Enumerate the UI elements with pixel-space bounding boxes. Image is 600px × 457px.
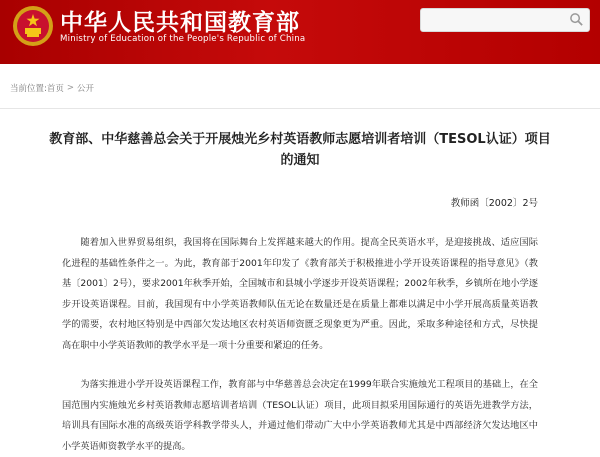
article-title: 教育部、中华慈善总会关于开展烛光乡村英语教师志愿培训者培训（TESOL认证）项目的通知 [49,132,551,168]
search-icon[interactable] [569,12,584,27]
national-emblem-icon[interactable] [12,5,54,47]
breadcrumb-home-link[interactable]: 首页 [46,84,64,94]
breadcrumb-separator: > [66,83,75,93]
site-title[interactable]: 中华人民共和国教育部 [60,10,300,36]
site-subtitle: Ministry of Education of the People's Republic of China [60,34,306,44]
breadcrumb-public-link[interactable]: 公开 [77,84,95,94]
breadcrumb [0,68,600,109]
article-paragraph: 随着加入世界贸易组织，我国将在国际舞台上发挥越来越大的作用。提高全民英语水平，是迎接挑战、适应国际化进程的基础性条件之一。为此，教育部于2001年印发了《教育部关于积极推进小学开设英语课程的指导意见》（教基〔2001〕2号），要求2001年秋季开始，全国城市和县城小学逐步开设英语课程；2002年秋季，乡镇所在地小学逐步开设英语课程。目前，我国现有中小学英语教师队伍无论在数量还是在质量上都难以满足中小学开展高质量英语教学的需要，农村地区特别是中西部欠发达地区农村英语师资匮乏现象更为严重。因此，采取多种途径和方式，尽快提高在职中小学英语教师的教学水平是一项十分重要和紧迫的任务。 [62,237,538,351]
document-number: 教师函〔2002〕2号 [450,198,538,209]
article-paragraph: 为落实推进小学开设英语课程工作，教育部与中华慈善总会决定在1999年联合实施烛光工程项目的基础上，在全国范围内实施烛光乡村英语教师志愿培训者培训（TESOL认证）项目，此项目拟采用国际通行的英语先进教学方法，培训具有国际水准的高级英语学科教学带头人，并通过他们带动广大中小学英语教师尤其是中西部经济欠发达地区中小学英语师资教学水平的提高。 [62,379,538,452]
search-input[interactable] [420,8,590,32]
site-header [0,0,600,64]
breadcrumb-label: 当前位置: [10,84,47,94]
